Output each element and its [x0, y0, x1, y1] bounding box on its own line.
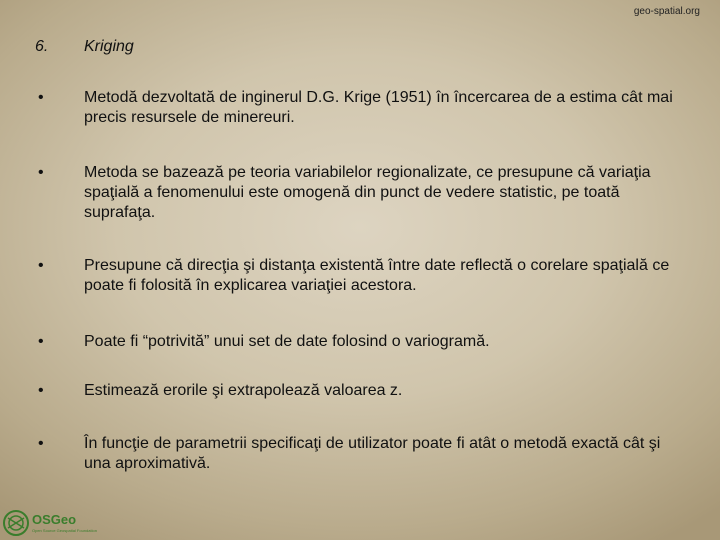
- bullet-glyph: •: [38, 164, 44, 181]
- bullet-glyph: •: [38, 333, 44, 350]
- section-title: Kriging: [84, 38, 134, 55]
- site-label: geo-spatial.org: [633, 6, 700, 17]
- bullet-glyph: •: [38, 89, 44, 106]
- bullet-text-5: Estimează erorile şi extrapolează valoarea z.: [84, 382, 403, 399]
- bullet-text-1: Metodă dezvoltată de inginerul D.G. Krige (1951) în încercarea de a estima cât mai precis resursele de minereuri.: [84, 89, 673, 126]
- bullet-glyph: •: [38, 382, 44, 399]
- bullet-text-4: Poate fi “potrivită” unui set de date folosind o variogramă.: [84, 333, 490, 350]
- bullet-glyph: •: [38, 435, 44, 452]
- globe-icon: [2, 509, 30, 537]
- bullet-glyph: •: [38, 257, 44, 274]
- bullet-text-2: Metoda se bazează pe teoria variabilelor regionalizate, ce presupune că variaţia spaţială a fenomenului este omogenă din punct de vedere statistic, pe toată suprafaţa.: [84, 164, 651, 221]
- bullet-text-6: În funcţie de parametrii specificaţi de utilizator poate fi atât o metodă exactă cât şi una aproximativă.: [84, 435, 661, 472]
- logo-tagline: Open Source Geospatial Foundation: [32, 528, 97, 533]
- bullet-text-3: Presupune că direcţia şi distanţa existentă între date reflectă o corelare spaţială ce poate fi folosită în explicarea variaţiei acestora.: [84, 257, 670, 294]
- section-number: 6.: [35, 38, 49, 55]
- osgeo-logo: [2, 508, 97, 538]
- logo-name: OSGeo: [32, 512, 77, 527]
